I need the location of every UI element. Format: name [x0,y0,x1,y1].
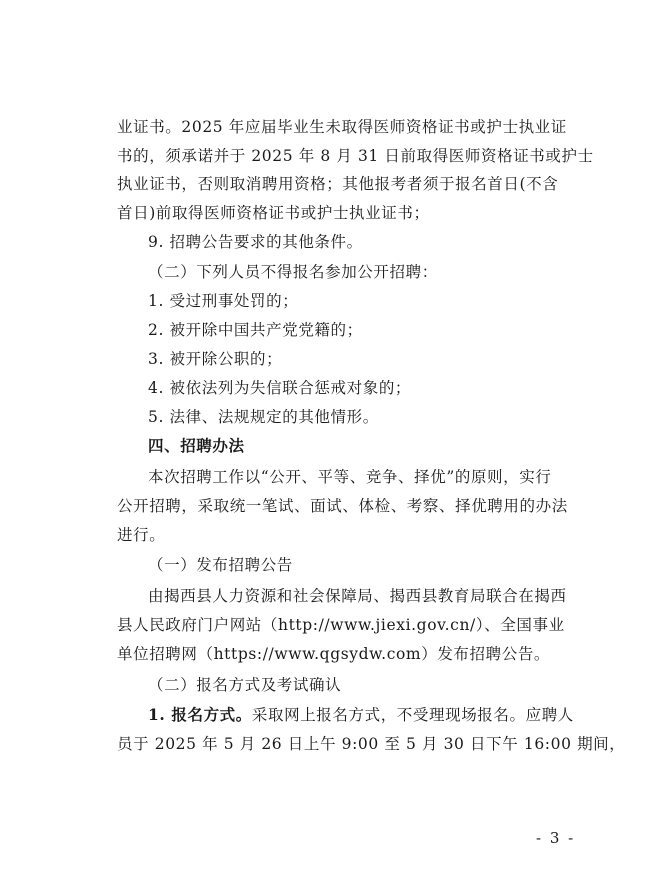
exclusion-item: 5. 法律、法规规定的其他情形。 [148,408,379,426]
body-line: 进行。 [117,526,166,544]
exclusion-item: 3. 被开除公职的； [148,350,283,368]
condition-item-9: 9. 招聘公告要求的其他条件。 [148,233,363,251]
body-line: 书的，须承诺并于 2025 年 8 月 31 日前取得医师资格证书或护士 [117,147,594,165]
body-line: 首日)前取得医师资格证书或护士执业证书； [117,204,430,222]
body-line: 业证书。2025 年应届毕业生未取得医师资格证书或护士执业证 [117,118,567,136]
section-heading: 四、招聘办法 [148,437,245,455]
body-line: 本次招聘工作以“公开、平等、竞争、择优”的原则，实行 [148,468,552,486]
body-line: 公开招聘，采取统一笔试、面试、体检、考察、择优聘用的办法 [117,497,568,515]
body-line [148,705,574,725]
exclusion-item: 1. 受过刑事处罚的； [148,292,299,310]
exclusion-item: 4. 被依法列为失信联合惩戒对象的； [148,379,412,397]
body-line: 由揭西县人力资源和社会保障局、揭西县教育局联合在揭西 [148,587,567,605]
exclusions-heading: （二）下列人员不得报名参加公开招聘： [148,263,438,281]
method-text: 采取网上报名方式，不受理现场报名。应聘人 [251,706,574,724]
page-number: - 3 - [536,829,576,847]
subsection-heading: （二）报名方式及考试确认 [148,676,342,694]
body-line: 县人民政府门户网站（http://www.jiexi.gov.cn/）、全国事业 [117,616,565,634]
body-line: 执业证书，否则取消聘用资格；其他报考者须于报名首日(不含 [117,175,559,193]
method-label: 1. 报名方式。 [148,705,252,724]
body-line: 单位招聘网（https://www.qgsydw.com）发布招聘公告。 [117,645,551,663]
exclusion-item: 2. 被开除中国共产党党籍的； [148,321,363,339]
subsection-heading: （一）发布招聘公告 [148,556,293,574]
body-line: 员于 2025 年 5 月 26 日上午 9:00 至 5 月 30 日下午 16:00 期间， [117,735,626,753]
